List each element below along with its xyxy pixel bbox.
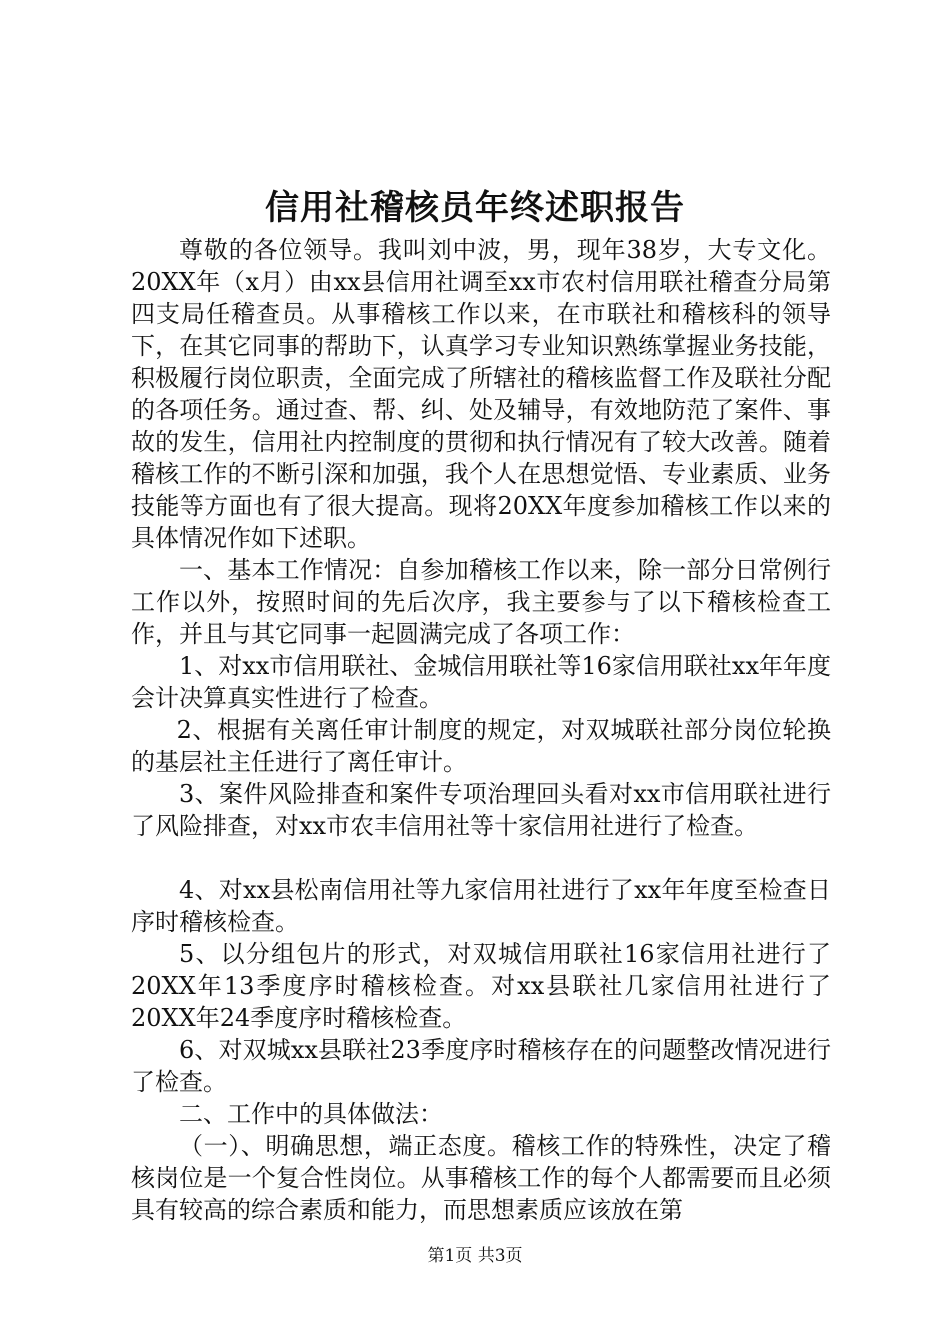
document-body [131,234,831,1226]
paragraph-intro: 尊敬的各位领导。我叫刘中波，男，现年38岁，大专文化。20XX年（x月）由xx县信用社调至xx市农村信用联社稽查分局第四支局任稽查员。从事稽核工作以来，在市联社和稽核科的领导下，在其它同事的帮助下，认真学习专业知识熟练掌握业务技能，积极履行岗位职责，全面完成了所辖社的稽核监督工作及联社分配的各项任务。通过查、帮、纠、处及辅导，有效地防范了案件、事故的发生，信用社内控制度的贯彻和执行情况有了较大改善。随着稽核工作的不断引深和加强，我个人在思想觉悟、专业素质、业务技能等方面也有了很大提高。现将20XX年度参加稽核工作以来的具体情况作如下述职。 [131,236,831,552]
page-footer: 第1页 共3页 [427,1246,523,1266]
paragraph-section-two: 二、工作中的具体做法： [179,1100,443,1128]
paragraph-section-one: 一、基本工作情况：自参加稽核工作以来，除一部分日常例行工作以外，按照时间的先后次序，我主要参与了以下稽核检查工作，并且与其它同事一起圆满完成了各项工作： [131,556,831,648]
paragraph-item-1: 1、对xx市信用联社、金城信用联社等16家信用联社xx年年度会计决算真实性进行了检查。 [131,652,831,712]
paragraph-item-4: 4、对xx县松南信用社等九家信用社进行了xx年年度至检查日序时稽核检查。 [131,876,831,936]
paragraph-item-6: 6、对双城xx县联社23季度序时稽核存在的问题整改情况进行了检查。 [131,1036,831,1096]
paragraph-subsection-one: （一）、明确思想，端正态度。稽核工作的特殊性，决定了稽核岗位是一个复合性岗位。从事稽核工作的每个人都需要而且必须具有较高的综合素质和能力，而思想素质应该放在第 [131,1132,831,1224]
document-title: 信用社稽核员年终述职报告 [265,188,685,228]
paragraph-item-3: 3、案件风险排查和案件专项治理回头看对xx市信用联社进行了风险排查，对xx市农丰信用社等十家信用社进行了检查。 [131,780,831,840]
paragraph-item-5: 5、以分组包片的形式，对双城信用联社16家信用社进行了20XX年13季度序时稽核检查。对xx县联社几家信用社进行了20XX年24季度序时稽核检查。 [131,940,831,1032]
paragraph-item-2: 2、根据有关离任审计制度的规定，对双城联社部分岗位轮换的基层社主任进行了离任审计。 [131,716,831,776]
